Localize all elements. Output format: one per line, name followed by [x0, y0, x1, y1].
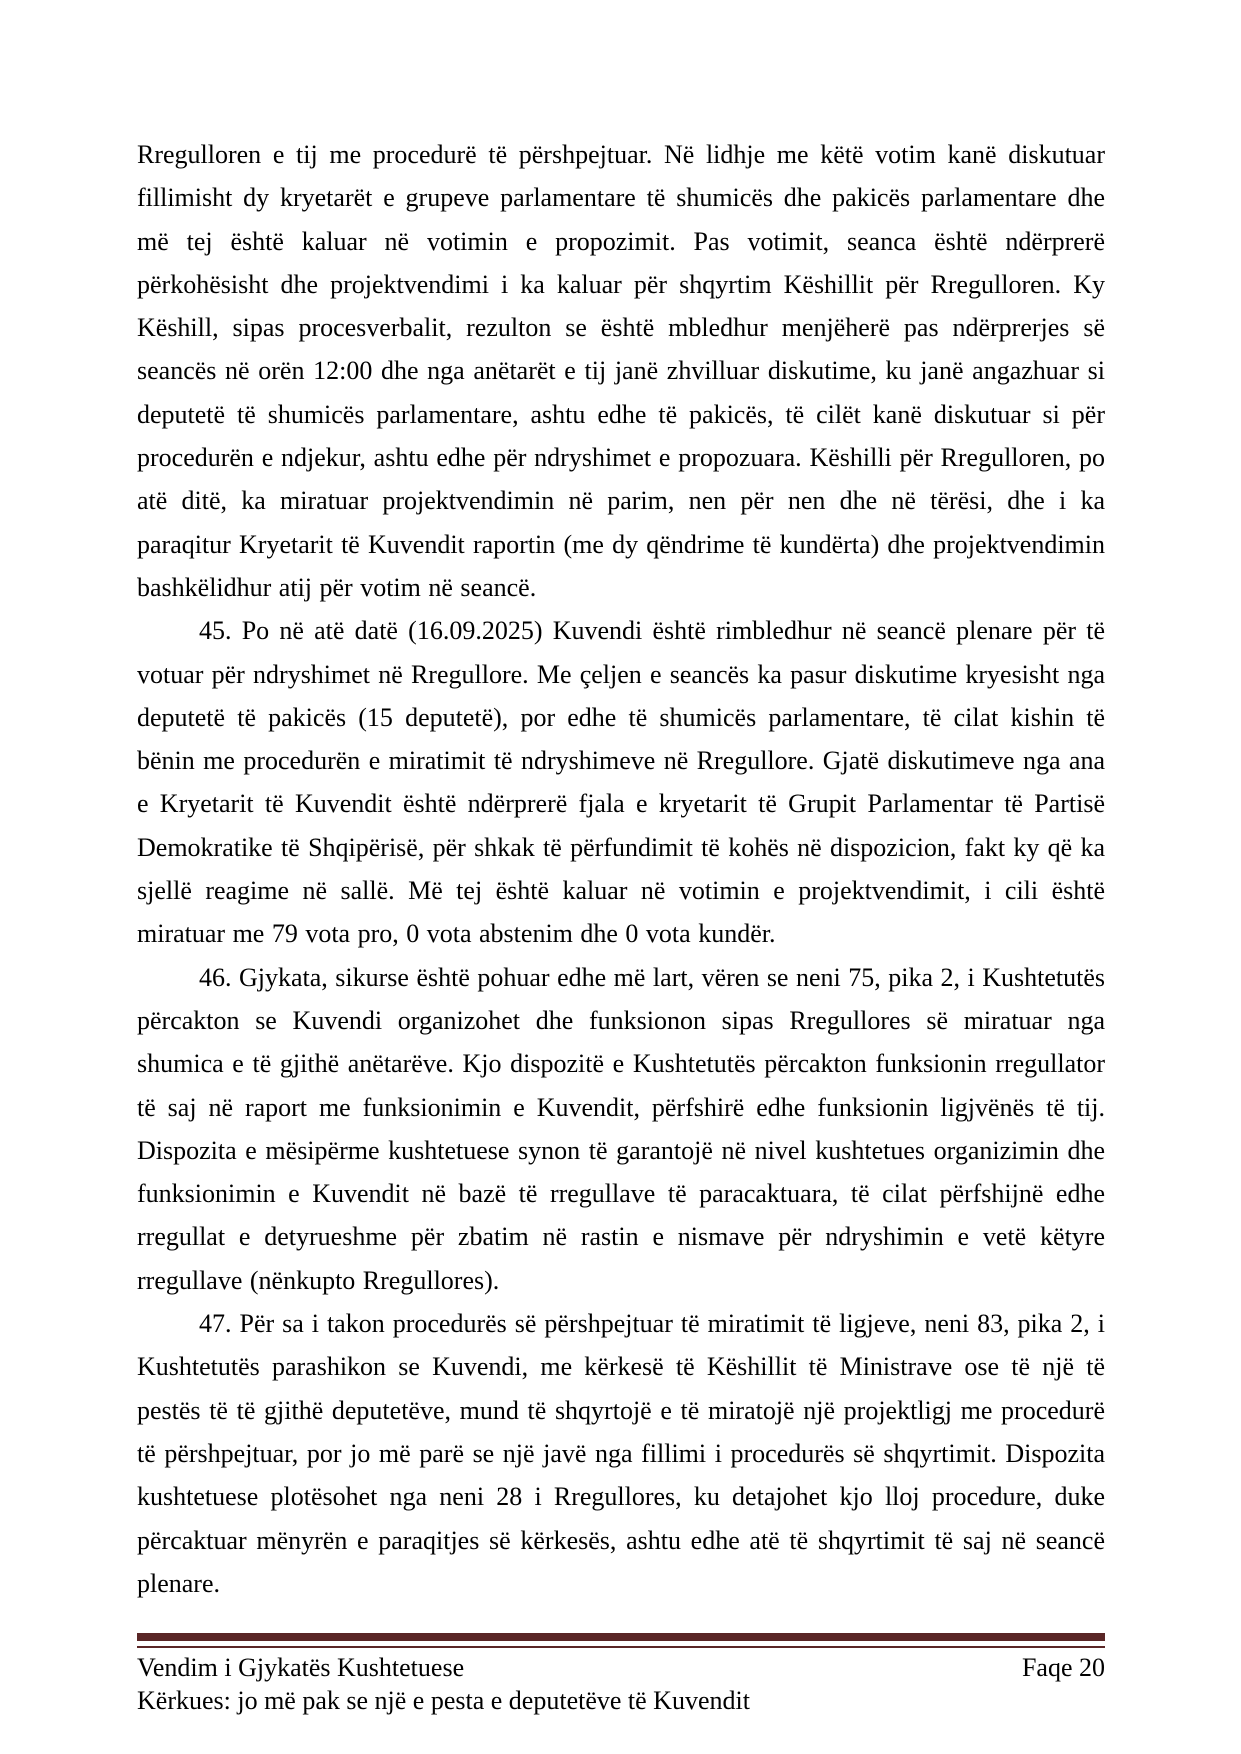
paragraph-45: 45. Po në atë datë (16.09.2025) Kuvendi është rimbledhur në seancë plenare për të votuar për ndryshimet në Rregullore. Me çeljen e seancës ka pasur diskutime kryesisht nga deputetë të pakicës (15 deputetë), por edhe të shumicës parlamentare, të cilat kishin të bënin me procedurën e miratimit të ndryshimeve në Rregullore. Gjatë diskutimeve nga ana e Kryetarit të Kuvendit është ndërprerë fjala e kryetarit të Grupit Parlamentar të Partisë Demokratike të Shqipërisë, për shkak të përfundimit të kohës në dispozicion, fakt ky që ka sjellë reagime në sallë. Më tej është kaluar në votimin e projektvendimit, i cili është miratuar me 79 vota pro, 0 vota abstenim dhe 0 vota kundër. — [137, 616, 1105, 949]
footer-divider-rule — [137, 1633, 1105, 1648]
document-body — [137, 133, 1105, 1605]
paragraph-47: 47. Për sa i takon procedurës së përshpejtuar të miratimit të ligjeve, neni 83, pika 2, i Kushtetutës parashikon se Kuvendi, me kërkesë të Këshillit të Ministrave ose të një të pestës të të gjithë deputetëve, mund të shqyrtojë e të miratojë një projektligj me procedurë të përshpejtuar, por jo më parë se një javë nga fillimi i procedurës së shqyrtimit. Dispozita kushtetuese plotësohet nga neni 28 i Rregullores, ku detajohet kjo lloj procedure, duke përcaktuar mënyrën e paraqitjes së kërkesës, ashtu edhe atë të shqyrtimit të saj në seancë plenare. — [137, 1309, 1105, 1598]
footer-requester-line: Kërkues: jo më pak se një e pesta e deputetëve të Kuvendit — [137, 1686, 750, 1715]
footer-document-title: Vendim i Gjykatës Kushtetuese — [137, 1653, 465, 1682]
page-footer — [137, 1633, 1105, 1717]
paragraph-continuation: Rregulloren e tij me procedurë të përshpejtuar. Në lidhje me këtë votim kanë diskutuar fillimisht dy kryetarët e grupeve parlamentare të shumicës dhe pakicës parlamentare dhe më tej është kaluar në votimin e propozimit. Pas votimit, seanca është ndërprerë përkohësisht dhe projektvendimi i ka kaluar për shqyrtim Këshillit për Rregulloren. Ky Këshill, sipas procesverbalit, rezulton se është mbledhur menjëherë pas ndërprerjes së seancës në orën 12:00 dhe nga anëtarët e tij janë zhvilluar diskutime, ku janë angazhuar si deputetë të shumicës parlamentare, ashtu edhe të pakicës, të cilët kanë diskutuar si për procedurën e ndjekur, ashtu edhe për ndryshimet e propozuara. Këshilli për Rregulloren, po atë ditë, ka miratuar projektvendimin në parim, nen për nen dhe në tërësi, dhe i ka paraqitur Kryetarit të Kuvendit raportin (me dy qëndrime të kundërta) dhe projektvendimin bashkëlidhur atij për votim në seancë. — [137, 140, 1105, 602]
paragraph-46: 46. Gjykata, sikurse është pohuar edhe më lart, vëren se neni 75, pika 2, i Kushtetutës përcakton se Kuvendi organizohet dhe funksionon sipas Rregullores së miratuar nga shumica e të gjithë anëtarëve. Kjo dispozitë e Kushtetutës përcakton funksionin rregullator të saj në raport me funksionimin e Kuvendit, përfshirë edhe funksionin ligjvënës të tij. Dispozita e mësipërme kushtetuese synon të garantojë në nivel kushtetues organizimin dhe funksionimin e Kuvendit në bazë të rregullave të paracaktuara, të cilat përfshijnë edhe rregullat e detyrueshme për zbatim në rastin e nismave për ndryshimin e vetë këtyre rregullave (nënkupto Rregullores). — [137, 962, 1105, 1295]
footer-first-row — [137, 1651, 1105, 1684]
footer-page-number: Faqe 20 — [1021, 1653, 1105, 1682]
